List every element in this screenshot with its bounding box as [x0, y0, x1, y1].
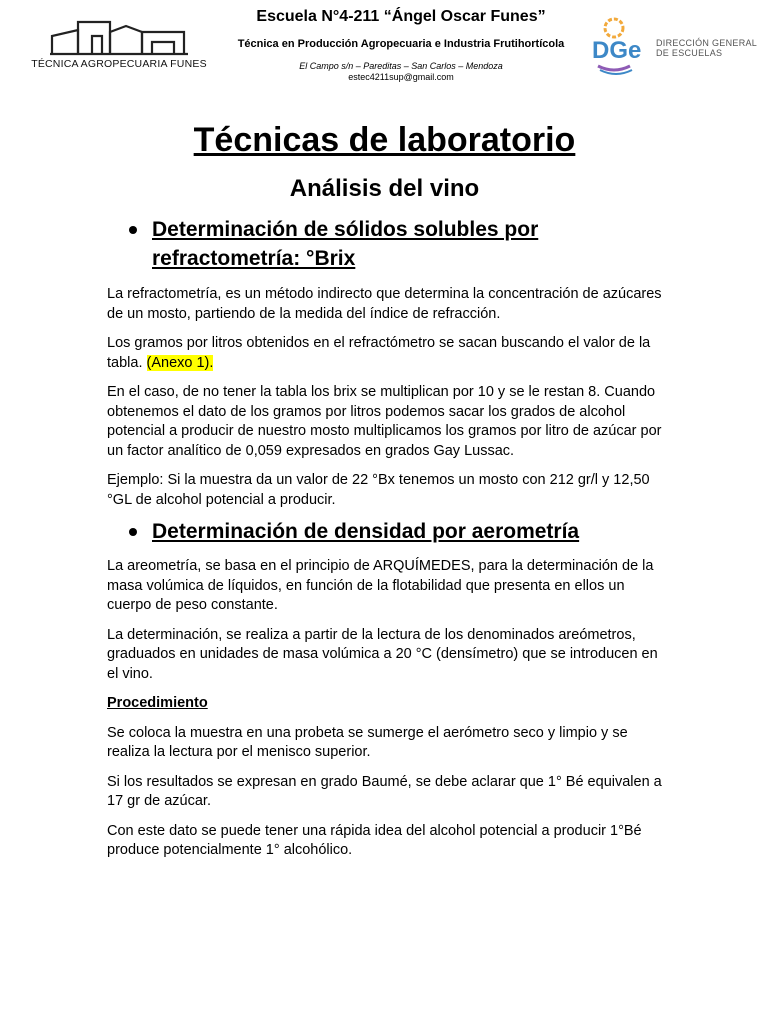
dge-emblem-icon: [590, 16, 652, 76]
school-subtitle: Técnica en Producción Agropecuaria e Industria Frutihortícola: [237, 38, 565, 50]
page-subtitle: Análisis del vino: [289, 175, 480, 202]
section-heading-brix-line2: refractometría: °Brix: [152, 247, 356, 270]
dge-mark: DGe: [592, 37, 642, 64]
school-info: [220, 6, 582, 83]
section-heading-brix-line1: Determinación de sólidos solubles por: [152, 218, 539, 241]
dge-caption-line2: DE ESCUELAS: [656, 48, 723, 58]
section-heading-brix: [107, 215, 662, 273]
section-heading-density-text: Determinación de densidad por aerometría: [152, 520, 580, 543]
annex-reference: (Anexo 1).: [146, 354, 214, 371]
bullet-dot-icon: [129, 528, 137, 536]
school-logo: [28, 18, 210, 78]
procedure-heading: Procedimiento: [107, 695, 208, 711]
paragraph: Si los resultados se expresan en grado Baumé, se debe aclarar que 1° Bé equivalen a 17 gr de azúcar.: [107, 773, 662, 809]
school-name: Escuela N°4-211 “Ángel Oscar Funes”: [256, 8, 546, 25]
paragraph-text: Los gramos por litros obtenidos en el refractómetro se sacan buscando el valor de la tabla.: [107, 335, 651, 371]
school-email: estec4211sup@gmail.com: [348, 72, 454, 82]
bullet-dot-icon: [129, 226, 137, 234]
paragraph: En el caso, de no tener la tabla los brix se multiplican por 10 y se le restan 8. Cuando obtenemos el dato de los gramos por litros podemos sacar los grados de alcohol potencial a producir de nuestro mosto multiplicamos los gramos por litro de azúcar por un factor analítico de 0,059 expresados en grados Gay Lussac.: [107, 384, 662, 459]
dge-logo: [590, 16, 760, 76]
paragraph: Con este dato se puede tener una rápida idea del alcohol potencial a producir 1°Bé produce potencialmente 1° alcohólico.: [107, 822, 642, 858]
dge-caption-line1: DIRECCIÓN GENERAL: [656, 38, 758, 48]
farm-buildings-icon: [50, 18, 188, 58]
paragraph: Se coloca la muestra en una probeta se sumerge el aerómetro seco y limpio y se realiza la lectura por el menisco superior.: [107, 724, 628, 760]
paragraph: Ejemplo: Si la muestra da un valor de 22 °Bx tenemos un mosto con 212 gr/l y 12,50 °GL de alcohol potencial a producir.: [107, 472, 650, 508]
section-heading-density: [107, 517, 662, 546]
dge-caption: [656, 38, 757, 58]
page-title: Técnicas de laboratorio: [193, 121, 576, 159]
logo-caption: TÉCNICA AGROPECUARIA FUNES: [31, 58, 207, 70]
document-body: [107, 112, 662, 861]
page-header: [0, 0, 768, 90]
paragraph: La refractometría, es un método indirecto que determina la concentración de azúcares de un mosto, partiendo de la medida del índice de refracción.: [107, 286, 662, 322]
paragraph: [107, 334, 662, 373]
school-address: El Campo s/n – Pareditas – San Carlos – Mendoza: [299, 61, 503, 71]
paragraph: La determinación, se realiza a partir de la lectura de los denominados areómetros, graduados en unidades de masa volúmica a 20 °C (densímetro) que se introducen en el vino.: [107, 626, 658, 682]
paragraph: La areometría, se basa en el principio de ARQUÍMEDES, para la determinación de la masa volúmica de líquidos, en función de la flotabilidad que presenta en ellos un cuerpo de peso constante.: [107, 558, 654, 613]
